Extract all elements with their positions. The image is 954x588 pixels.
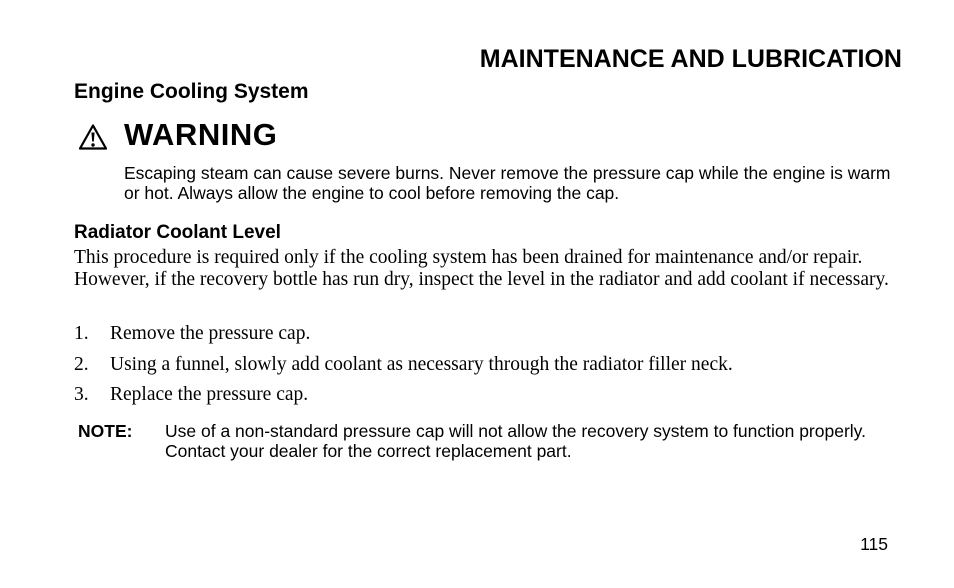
step-text: Remove the pressure cap. xyxy=(110,323,311,344)
procedure-step xyxy=(74,354,914,385)
step-number: 1. xyxy=(74,323,89,344)
warning-text: Escaping steam can cause severe burns. Never remove the pressure cap while the engine is warm or hot. Always allow the engine to cool before removing the cap. xyxy=(124,163,891,203)
step-text: Using a funnel, slowly add coolant as necessary through the radiator filler neck. xyxy=(110,353,733,375)
note-text: Use of a non-standard pressure cap will not allow the recovery system to function properly. Contact your dealer for the correct replacement part. xyxy=(165,421,866,461)
chapter-title: MAINTENANCE AND LUBRICATION xyxy=(479,45,902,73)
step-number: 2. xyxy=(74,353,89,375)
section-heading: Engine Cooling System xyxy=(74,80,309,103)
coolant-level-heading: Radiator Coolant Level xyxy=(74,222,281,243)
warning-title: WARNING xyxy=(124,117,278,152)
coolant-intro-paragraph: This procedure is required only if the cooling system has been drained for maintenance and/or repair. However, if the recovery bottle has run dry, inspect the level in the radiator and add coolant if necessary. xyxy=(74,247,889,290)
warning-triangle-icon xyxy=(79,124,107,150)
page-number: 115 xyxy=(860,534,888,554)
step-number: 3. xyxy=(74,384,89,405)
procedure-step xyxy=(74,323,914,354)
note-label: NOTE: xyxy=(78,421,133,441)
step-text: Replace the pressure cap. xyxy=(110,384,309,405)
procedure-steps-list xyxy=(74,323,914,415)
procedure-step xyxy=(74,384,914,415)
